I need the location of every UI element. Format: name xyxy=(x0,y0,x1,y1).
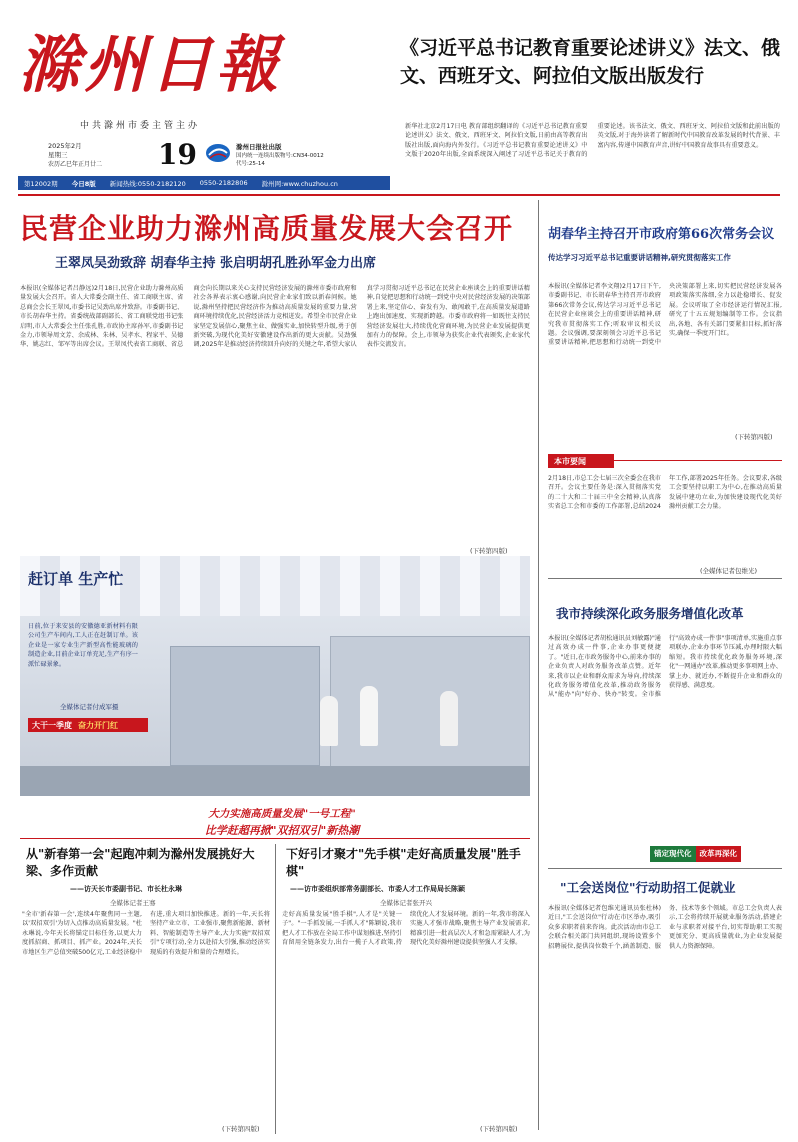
jobs-headline: "工会送岗位"行动助招工促就业 xyxy=(560,880,736,895)
meeting-headline: 胡春华主持召开市政府第66次常务会议 xyxy=(548,227,775,242)
visit2-continued: (下转第四版) xyxy=(480,1125,518,1133)
date-day: 19 xyxy=(158,138,197,171)
visit2-headline: 下好引才聚才"先手棋"走好高质量发展"胜手棋" xyxy=(286,847,521,878)
local-news-reporter: (全媒体记者包维光) xyxy=(700,567,758,575)
service-tag-right: 改革再深化 xyxy=(696,846,742,862)
visit2-body: 走好高质量发展"胜手棋",人才是"关键一子"。"一手抓发展,一手抓人才"陈颖说,我市把人才工作放在全局工作中谋划推进,坚持引育留用全链条发力,出台一揽子人才政策,持续优化人才发展环境。新的一年,我市将深入实施人才强市战略,聚焦主导产业发展需求,精准引进一批高层次人才和急需紧缺人才,为现代化美好滁州建设提供坚强人才支撑。 xyxy=(282,911,530,947)
news-hotline: 新闻热线:0550-2182120 xyxy=(109,179,186,188)
service-tag xyxy=(650,846,741,862)
feature-photo-credit: 全媒体记者付成军摄 xyxy=(60,703,119,711)
q1-banner-left: 大干一季度 xyxy=(32,720,72,730)
local-news-rule xyxy=(614,460,782,461)
photo-worker-3 xyxy=(440,691,458,746)
website: 滁州网:www.chuzhou.cn xyxy=(261,179,338,188)
campaign-line1: 大力实施高质量发展"一号工程" xyxy=(208,808,356,820)
masthead-title: 滁州日報 xyxy=(18,28,283,101)
feature-photo-caption: 日前,位于来安县的安徽德亚新材料有限公司生产车间内,工人正在赶制订单。该企业是一家专业生产新型高性能玻璃的制造企业,目前企业订单充足,生产有序一派忙碌景象。 xyxy=(28,623,138,668)
divider-col xyxy=(538,200,539,1130)
photo-worker-1 xyxy=(320,696,338,746)
page-count: 今日8版 xyxy=(71,179,96,188)
visit1-headline: 从"新春第一会"起跑冲刺为滁州发展挑好大梁、多作贡献 xyxy=(26,847,255,878)
q1-banner xyxy=(28,718,148,732)
service-tag-left: 锚定现代化 xyxy=(650,846,696,862)
feature-photo-headline: 赶订单 生产忙 xyxy=(28,570,124,588)
photo-worker-2 xyxy=(360,686,378,746)
lead-continued: (下转第四版) xyxy=(470,547,508,555)
lead-headline: 民营企业助力滁州高质量发展大会召开 xyxy=(20,212,514,245)
lead-subhead: 王翠凤吴劲致辞 胡春华主持 张启明胡孔胜孙军金力出席 xyxy=(55,256,377,271)
top-right-body: 新华社北京2月17日电 教育部组织翻译的《习近平总书记教育重要论述讲义》法文、俄文、西班牙文、阿拉伯文版,日前由高等教育出版社出版,面向海内外发行。《习近平总书记教育重要论述讲义》中文版于2020年出版,全面系统深入阐述了习近平总书记关于教育的重要论述。该书法文、俄文、西班牙文、阿拉伯文版和此前出版的英文版,对于海外读者了解新时代中国教育改革发展的时代背景、丰富内容,传递中国教育声音,讲好中国教育故事具有重要意义。 xyxy=(405,123,780,159)
service-headline: 我市持续深化政务服务增值化改革 xyxy=(556,606,744,621)
visit2-subhead: ——访市委组织部常务副部长、市委人才工作局局长陈颖 xyxy=(290,885,465,893)
divider-visit xyxy=(275,844,276,1134)
publisher-code: 代号:25-14 xyxy=(236,161,265,167)
campaign-line2: 比学赶超再掀"双招双引"新热潮 xyxy=(204,824,360,837)
divider-right-2 xyxy=(548,868,782,869)
date-month: 2025年2月 xyxy=(48,142,82,150)
jobs-body: 本报讯(全媒体记者包维光通讯员张杜林)近日,"工会送岗位"行动在市区举办,吸引众多求职者前来咨询。此次活动由市总工会联合相关部门共同组织,现场设置多个招聘展位,提供岗位数千个,涵盖制造、服务、技术等多个领域。市总工会负责人表示,工会将持续开展就业服务活动,搭建企业与求职者对接平台,切实帮助职工实现更加充分、更高质量就业,为企业发展提供人力资源保障。 xyxy=(548,905,782,950)
issue-number: 第12002期 xyxy=(24,179,58,188)
photo-floor xyxy=(20,766,530,796)
top-right-headline: 《习近平总书记教育重要论述讲义》法文、俄文、西班牙文、阿拉伯文版出版发行 xyxy=(400,37,781,87)
visit1-byline: 全媒体记者王骞 xyxy=(110,899,156,907)
date-block xyxy=(48,140,348,170)
visit2-byline: 全媒体记者张开兴 xyxy=(380,899,432,907)
publisher-logo xyxy=(204,142,232,164)
photo-machine-left xyxy=(170,646,320,766)
local-news-label-text: 本市要闻 xyxy=(554,456,586,466)
visit1-body: "全市'新春第一会',连续4年聚焦同一主题,以'双招双引'为切入点推动高质量发展。"杜永琳说,今年天长将锚定目标任务,以更大力度抓招商、抓项目、抓产业。2024年,天长市地区生产总值突破500亿元,工业经济稳中有进,重大项目加快推进。新的一年,天长将坚持产业立市、工业强市,聚焦新能源、新材料、智能制造等主导产业,大力实施"双招双引"专项行动,全力以赴招大引强,推动经济实现质的有效提升和量的合理增长。 xyxy=(22,911,270,956)
publisher-name: 滁州日报社出版 xyxy=(236,143,282,151)
lead-body: 本报讯(全媒体记者吕静远)2月18日,民营企业助力滁州高质量发展大会召开。省人大常委会副主任、省工商联主席、省总商会会长王翠凤,市委书记吴劲出席并致辞。市委副书记、市长胡春华主持。省委统战部副部长、省工商联党组书记张启明,市人大常委会主任张孔胜,市政协主席孙军,市委副书记金力,市领导周文芳、余成林、朱林、吴孝水、程家平、吴德华、姚志红、邹军等出席会议。王翠凤代表省工商联、省总商会向长期以来关心支持民营经济发展的滁州市委市政府和社会各界表示衷心感谢,向民营企业家们致以新春问候。她说,滁州坚持把民营经济作为推动高质量发展的重要力量,营商环境持续优化,民营经济活力竞相迸发。希望全市民营企业家坚定发展信心,聚焦主业、做强实业,加快转型升级,勇于创新突破,为现代化美好安徽建设作出新的更大贡献。吴劲强调,2025年是推动经济持续回升向好的关键之年,希望大家认真学习贯彻习近平总书记在民营企业座谈会上的重要讲话精神,自觉把思想和行动统一到党中央对民营经济发展的决策部署上来,坚定信心、奋发有为、敢闯敢干,在高质量发展道路上跑出加速度、实现新跨越。市委市政府将一如既往支持民营经济发展壮大,持续优化营商环境,为民营企业发展提供更加有力的保障。会上,市领导为获奖企业代表颁奖,企业家代表作交流发言。 xyxy=(20,285,530,349)
divider-top xyxy=(18,194,780,196)
visit1-subhead: ——访天长市委副书记、市长杜永琳 xyxy=(70,885,182,893)
visit1-continued: (下转第四版) xyxy=(222,1125,260,1133)
meeting-body: 本报讯(全媒体记者李文翔)2月17日下午,市委副书记、市长胡春华主持召开市政府第66次常务会议,传达学习习近平总书记在民营企业座谈会上的重要讲话精神,研究我市贯彻落实工作;听取审议相关议题。会议强调,要深刻领会习近平总书记重要讲话精神,把思想和行动统一到党中央决策部署上来,切实把民营经济发展各项政策落实落细,全力以赴稳增长、促发展。会议听取了全市经济运行情况汇报,研究了十五五规划编制等工作。会议指出,各地、各有关部门要紧扣目标,抓好落实,确保一季度开门红。 xyxy=(548,283,782,347)
masthead-subtitle: 中共滁州市委主管主办 xyxy=(80,121,201,131)
date-weekday: 星期三 xyxy=(48,151,68,159)
meeting-subhead: 传达学习习近平总书记重要讲话精神,研究贯彻落实工作 xyxy=(548,253,731,262)
publisher-logo-icon xyxy=(204,142,232,164)
local-news-label xyxy=(548,454,614,468)
publisher-cn: 国内统一连续出版物号:CN34-0012 xyxy=(236,153,324,159)
date-lunar: 农历乙巳年正月廿二 xyxy=(48,161,103,168)
ad-hotline: 0550-2182806 xyxy=(199,179,248,187)
local-news-body: 2月18日,市总工会七届三次全委会在我市召开。会议主要任务是:深入贯彻落实党的二十大和二十届三中全会精神,认真落实省总工会和市委的工作部署,总结2024年工作,部署2025年任务。会议要求,各级工会要坚持以职工为中心,在推动高质量发展中建功立业,为加快建设现代化美好滁州贡献工会力量。 xyxy=(548,475,782,511)
campaign-rule xyxy=(20,838,530,839)
meeting-continued: (下转第四版) xyxy=(735,433,773,441)
divider-right-1 xyxy=(548,578,782,579)
q1-banner-right: 奋力开门红 xyxy=(78,720,118,730)
service-body: 本报讯(全媒体记者胡松通讯员刘敏露)"通过高效办成一件事,企业办事更便捷了。"近日,在市政务服务中心,前来办事的企业负责人对政务服务改革点赞。近年来,我市以企业和群众需求为导向,持续深化政务服务增值化改革,推动政务服务从"能办"向"好办、快办"转变。全市推行"高效办成一件事"事项清单,实施重点事项联办,企业办事环节压减,办理时限大幅缩短。我市持续优化政务服务环境,深化"一网通办"改革,推动更多事项网上办、掌上办、就近办,不断提升企业和群众的获得感、满意度。 xyxy=(548,635,782,699)
info-bar xyxy=(18,176,390,190)
